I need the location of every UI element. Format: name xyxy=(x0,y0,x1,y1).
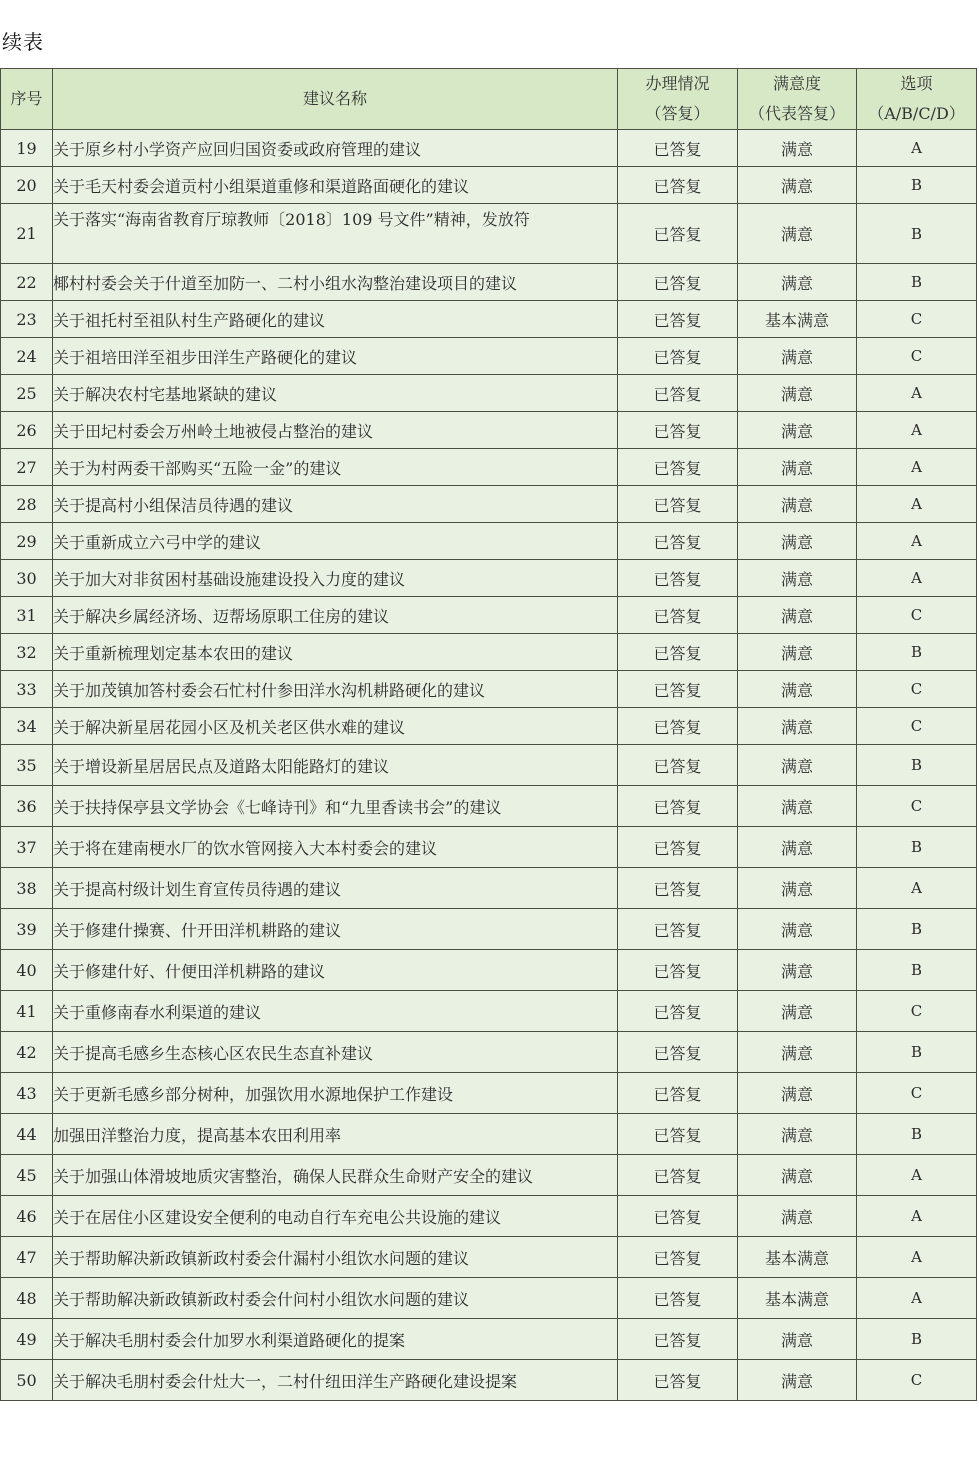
row-seq: 39 xyxy=(1,909,53,950)
row-name: 关于毛天村委会道贡村小组渠道重修和渠道路面硬化的建议 xyxy=(53,167,618,204)
row-status: 已答复 xyxy=(618,1155,738,1196)
header-satisfaction-line1: 满意度 xyxy=(772,74,821,93)
row-option: C xyxy=(857,708,977,745)
row-name: 关于重新梳理划定基本农田的建议 xyxy=(53,634,618,671)
row-name: 关于祖托村至祖队村生产路硬化的建议 xyxy=(53,301,618,338)
row-satisfaction: 满意 xyxy=(738,449,857,486)
row-status: 已答复 xyxy=(618,745,738,786)
header-status-line1: 办理情况 xyxy=(645,74,710,93)
row-seq: 40 xyxy=(1,950,53,991)
row-status: 已答复 xyxy=(618,264,738,301)
row-satisfaction: 满意 xyxy=(738,486,857,523)
row-name: 关于为村两委干部购买“五险一金”的建议 xyxy=(53,449,618,486)
row-status: 已答复 xyxy=(618,167,738,204)
header-status-line2: （答复） xyxy=(645,104,710,123)
row-status: 已答复 xyxy=(618,560,738,597)
row-satisfaction: 满意 xyxy=(738,1032,857,1073)
row-option: A xyxy=(857,412,977,449)
row-satisfaction: 满意 xyxy=(738,167,857,204)
row-satisfaction: 满意 xyxy=(738,560,857,597)
row-seq: 41 xyxy=(1,991,53,1032)
row-satisfaction: 满意 xyxy=(738,523,857,560)
row-option: A xyxy=(857,130,977,167)
row-option: B xyxy=(857,950,977,991)
row-seq: 29 xyxy=(1,523,53,560)
row-status: 已答复 xyxy=(618,1114,738,1155)
table-row xyxy=(1,1278,977,1319)
row-option: A xyxy=(857,375,977,412)
row-option: B xyxy=(857,909,977,950)
table-caption: 续表 xyxy=(2,30,44,54)
table-row xyxy=(1,338,977,375)
table-row xyxy=(1,1032,977,1073)
table-row xyxy=(1,950,977,991)
row-seq: 30 xyxy=(1,560,53,597)
row-seq: 50 xyxy=(1,1360,53,1401)
row-seq: 49 xyxy=(1,1319,53,1360)
row-name: 关于在居住小区建设安全便利的电动自行车充电公共设施的建议 xyxy=(53,1196,618,1237)
row-seq: 42 xyxy=(1,1032,53,1073)
row-status: 已答复 xyxy=(618,1237,738,1278)
row-status: 已答复 xyxy=(618,634,738,671)
table-row xyxy=(1,412,977,449)
table-row xyxy=(1,597,977,634)
table-row xyxy=(1,1237,977,1278)
row-option: C xyxy=(857,301,977,338)
table-row xyxy=(1,1155,977,1196)
header-option-line1: 选项 xyxy=(900,74,933,93)
row-satisfaction: 满意 xyxy=(738,1155,857,1196)
row-name: 关于加大对非贫困村基础设施建设投入力度的建议 xyxy=(53,560,618,597)
row-name: 关于解决新星居花园小区及机关老区供水难的建议 xyxy=(53,708,618,745)
row-seq: 24 xyxy=(1,338,53,375)
row-name: 关于将在建南梗水厂的饮水管网接入大本村委会的建议 xyxy=(53,827,618,868)
row-satisfaction: 基本满意 xyxy=(738,1278,857,1319)
row-status: 已答复 xyxy=(618,1073,738,1114)
row-name: 关于祖培田洋至祖步田洋生产路硬化的建议 xyxy=(53,338,618,375)
table-row xyxy=(1,827,977,868)
table-row xyxy=(1,634,977,671)
row-name: 关于解决毛朋村委会什灶大一，二村什纽田洋生产路硬化建设提案 xyxy=(53,1360,618,1401)
row-option: A xyxy=(857,1196,977,1237)
table-row xyxy=(1,991,977,1032)
table-row xyxy=(1,1114,977,1155)
row-status: 已答复 xyxy=(618,1319,738,1360)
row-satisfaction: 满意 xyxy=(738,130,857,167)
row-option: A xyxy=(857,523,977,560)
row-satisfaction: 满意 xyxy=(738,1360,857,1401)
row-satisfaction: 满意 xyxy=(738,634,857,671)
row-option: C xyxy=(857,1073,977,1114)
row-seq: 33 xyxy=(1,671,53,708)
table-row xyxy=(1,560,977,597)
table-row xyxy=(1,708,977,745)
row-status: 已答复 xyxy=(618,301,738,338)
row-seq: 34 xyxy=(1,708,53,745)
row-status: 已答复 xyxy=(618,827,738,868)
row-seq: 21 xyxy=(1,204,53,264)
row-seq: 25 xyxy=(1,375,53,412)
row-seq: 46 xyxy=(1,1196,53,1237)
table-row xyxy=(1,1073,977,1114)
row-satisfaction: 满意 xyxy=(738,412,857,449)
row-name: 关于提高毛感乡生态核心区农民生态直补建议 xyxy=(53,1032,618,1073)
row-status: 已答复 xyxy=(618,708,738,745)
table-row xyxy=(1,786,977,827)
row-option: C xyxy=(857,1360,977,1401)
row-satisfaction: 满意 xyxy=(738,909,857,950)
header-status xyxy=(618,69,738,130)
table-body xyxy=(1,130,977,1401)
table-row xyxy=(1,167,977,204)
row-name: 关于修建什操赛、什开田洋机耕路的建议 xyxy=(53,909,618,950)
row-name: 关于提高村小组保洁员待遇的建议 xyxy=(53,486,618,523)
header-option xyxy=(857,69,977,130)
row-seq: 28 xyxy=(1,486,53,523)
row-option: C xyxy=(857,597,977,634)
row-name: 关于落实“海南省教育厅琼教师〔2018〕109 号文件”精神，发放符 xyxy=(53,204,618,264)
row-seq: 26 xyxy=(1,412,53,449)
row-satisfaction: 基本满意 xyxy=(738,1237,857,1278)
row-seq: 19 xyxy=(1,130,53,167)
row-option: B xyxy=(857,204,977,264)
row-name: 关于更新毛感乡部分树种，加强饮用水源地保护工作建设 xyxy=(53,1073,618,1114)
row-status: 已答复 xyxy=(618,338,738,375)
row-seq: 47 xyxy=(1,1237,53,1278)
row-status: 已答复 xyxy=(618,204,738,264)
table-row xyxy=(1,449,977,486)
table-header-row xyxy=(1,69,977,130)
row-status: 已答复 xyxy=(618,786,738,827)
row-option: A xyxy=(857,486,977,523)
row-name: 关于加强山体滑坡地质灾害整治，确保人民群众生命财产安全的建议 xyxy=(53,1155,618,1196)
row-satisfaction: 满意 xyxy=(738,786,857,827)
header-satisfaction xyxy=(738,69,857,130)
row-status: 已答复 xyxy=(618,130,738,167)
row-status: 已答复 xyxy=(618,671,738,708)
row-name: 椰村村委会关于什道至加防一、二村小组水沟整治建设项目的建议 xyxy=(53,264,618,301)
row-status: 已答复 xyxy=(618,523,738,560)
row-seq: 32 xyxy=(1,634,53,671)
row-satisfaction: 满意 xyxy=(738,375,857,412)
table-row xyxy=(1,204,977,264)
row-satisfaction: 满意 xyxy=(738,1196,857,1237)
row-option: B xyxy=(857,634,977,671)
row-satisfaction: 满意 xyxy=(738,745,857,786)
row-name: 关于重新成立六弓中学的建议 xyxy=(53,523,618,560)
row-status: 已答复 xyxy=(618,950,738,991)
row-satisfaction: 满意 xyxy=(738,827,857,868)
row-satisfaction: 满意 xyxy=(738,1073,857,1114)
row-seq: 37 xyxy=(1,827,53,868)
row-option: A xyxy=(857,1237,977,1278)
row-option: A xyxy=(857,868,977,909)
row-status: 已答复 xyxy=(618,449,738,486)
header-option-line2: （A/B/C/D） xyxy=(868,104,965,123)
row-status: 已答复 xyxy=(618,909,738,950)
table-row xyxy=(1,130,977,167)
row-status: 已答复 xyxy=(618,1360,738,1401)
suggestions-table xyxy=(0,68,977,1401)
row-status: 已答复 xyxy=(618,1032,738,1073)
row-status: 已答复 xyxy=(618,597,738,634)
table-row xyxy=(1,1319,977,1360)
header-satisfaction-line2: （代表答复） xyxy=(748,104,845,123)
header-seq: 序号 xyxy=(1,69,53,130)
row-status: 已答复 xyxy=(618,1196,738,1237)
row-seq: 20 xyxy=(1,167,53,204)
row-name: 关于增设新星居居民点及道路太阳能路灯的建议 xyxy=(53,745,618,786)
table-row xyxy=(1,264,977,301)
row-seq: 31 xyxy=(1,597,53,634)
row-option: A xyxy=(857,1278,977,1319)
row-name: 关于解决乡属经济场、迈帮场原职工住房的建议 xyxy=(53,597,618,634)
table-row xyxy=(1,671,977,708)
row-status: 已答复 xyxy=(618,375,738,412)
row-seq: 23 xyxy=(1,301,53,338)
row-satisfaction: 满意 xyxy=(738,991,857,1032)
row-name: 关于帮助解决新政镇新政村委会什问村小组饮水问题的建议 xyxy=(53,1278,618,1319)
row-name: 关于解决农村宅基地紧缺的建议 xyxy=(53,375,618,412)
row-satisfaction: 满意 xyxy=(738,338,857,375)
row-option: B xyxy=(857,1319,977,1360)
row-satisfaction: 基本满意 xyxy=(738,301,857,338)
row-option: B xyxy=(857,745,977,786)
row-status: 已答复 xyxy=(618,486,738,523)
table-row xyxy=(1,301,977,338)
row-seq: 45 xyxy=(1,1155,53,1196)
row-option: B xyxy=(857,1114,977,1155)
row-seq: 43 xyxy=(1,1073,53,1114)
row-option: A xyxy=(857,449,977,486)
row-satisfaction: 满意 xyxy=(738,868,857,909)
table-row xyxy=(1,745,977,786)
row-name: 加强田洋整治力度，提高基本农田利用率 xyxy=(53,1114,618,1155)
table-row xyxy=(1,1360,977,1401)
row-satisfaction: 满意 xyxy=(738,1114,857,1155)
table-row xyxy=(1,909,977,950)
row-name: 关于修建什好、什便田洋机耕路的建议 xyxy=(53,950,618,991)
row-option: B xyxy=(857,1032,977,1073)
table-row xyxy=(1,486,977,523)
row-option: B xyxy=(857,264,977,301)
table-row xyxy=(1,375,977,412)
row-seq: 44 xyxy=(1,1114,53,1155)
row-satisfaction: 满意 xyxy=(738,204,857,264)
row-name: 关于加茂镇加答村委会石忙村什参田洋水沟机耕路硬化的建议 xyxy=(53,671,618,708)
row-name: 关于扶持保亭县文学协会《七峰诗刊》和“九里香读书会”的建议 xyxy=(53,786,618,827)
row-status: 已答复 xyxy=(618,991,738,1032)
row-name: 关于提高村级计划生育宣传员待遇的建议 xyxy=(53,868,618,909)
row-satisfaction: 满意 xyxy=(738,597,857,634)
row-name: 关于重修南春水利渠道的建议 xyxy=(53,991,618,1032)
row-satisfaction: 满意 xyxy=(738,950,857,991)
row-status: 已答复 xyxy=(618,1278,738,1319)
row-name: 关于帮助解决新政镇新政村委会什漏村小组饮水问题的建议 xyxy=(53,1237,618,1278)
row-option: C xyxy=(857,671,977,708)
row-seq: 36 xyxy=(1,786,53,827)
table-row xyxy=(1,523,977,560)
row-satisfaction: 满意 xyxy=(738,671,857,708)
row-satisfaction: 满意 xyxy=(738,264,857,301)
row-name: 关于解决毛朋村委会什加罗水利渠道路硬化的提案 xyxy=(53,1319,618,1360)
row-seq: 22 xyxy=(1,264,53,301)
row-name: 关于原乡村小学资产应回归国资委或政府管理的建议 xyxy=(53,130,618,167)
row-option: A xyxy=(857,1155,977,1196)
row-status: 已答复 xyxy=(618,412,738,449)
row-seq: 48 xyxy=(1,1278,53,1319)
row-option: B xyxy=(857,167,977,204)
row-option: A xyxy=(857,560,977,597)
row-seq: 27 xyxy=(1,449,53,486)
table-row xyxy=(1,1196,977,1237)
row-option: C xyxy=(857,991,977,1032)
header-name: 建议名称 xyxy=(53,69,618,130)
row-seq: 38 xyxy=(1,868,53,909)
row-status: 已答复 xyxy=(618,868,738,909)
table-row xyxy=(1,868,977,909)
row-option: C xyxy=(857,786,977,827)
row-option: B xyxy=(857,827,977,868)
row-satisfaction: 满意 xyxy=(738,708,857,745)
row-seq: 35 xyxy=(1,745,53,786)
row-name: 关于田圮村委会万州岭土地被侵占整治的建议 xyxy=(53,412,618,449)
row-satisfaction: 满意 xyxy=(738,1319,857,1360)
row-option: C xyxy=(857,338,977,375)
